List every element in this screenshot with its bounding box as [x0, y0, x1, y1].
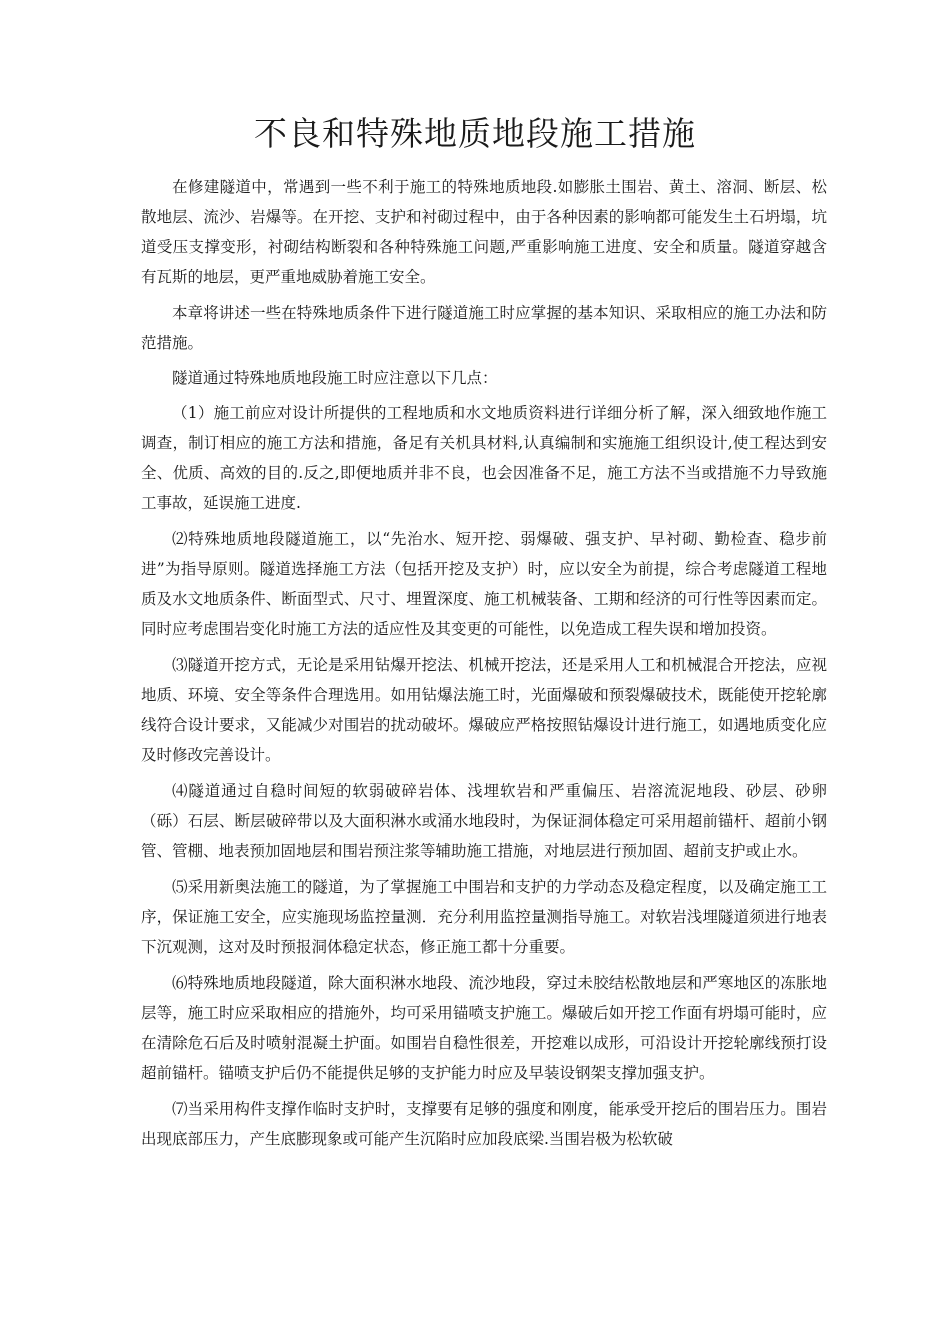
paragraph-point-3: ⑶隧道开挖方式，无论是采用钻爆开挖法、机械开挖法，还是采用人工和机械混合开挖法，应视地质、环境、安全等条件合理选用。如用钻爆法施工时，光面爆破和预裂爆破技术，既能使开挖轮廓线符合设计要求，又能减少对围岩的扰动破坏。爆破应严格按照钻爆设计进行施工，如遇地质变化应及时修改完善设计。 — [141, 656, 827, 764]
paragraph-point-4: ⑷隧道通过自稳时间短的软弱破碎岩体、浅埋软岩和严重偏压、岩溶流泥地段、砂层、砂卵（砾）石层、断层破碎带以及大面积淋水或涌水地段时，为保证洞体稳定可采用超前锚杆、超前小钢管、管棚、地表预加固地层和围岩预注浆等辅助施工措施，对地层进行预加固、超前支护或止水。 — [141, 782, 827, 860]
paragraph-points-lead: 隧道通过特殊地质地段施工时应注意以下几点： — [172, 369, 498, 387]
document-title: 不良和特殊地质地段施工措施 — [254, 114, 696, 153]
paragraph-chapter-scope: 本章将讲述一些在特殊地质条件下进行隧道施工时应掌握的基本知识、采取相应的施工办法和防范措施。 — [141, 304, 827, 352]
paragraph-point-2: ⑵特殊地质地段隧道施工，以“先治水、短开挖、弱爆破、强支护、早衬砌、勤检查、稳步前进”为指导原则。隧道选择施工方法（包括开挖及支护）时，应以安全为前提，综合考虑隧道工程地质及水文地质条件、断面型式、尺寸、埋置深度、施工机械装备、工期和经济的可行性等因素而定。同时应考虑围岩变化时施工方法的适应性及其变更的可能性，以免造成工程失误和增加投资。 — [141, 530, 827, 638]
paragraph-point-1: （1）施工前应对设计所提供的工程地质和水文地质资料进行详细分析了解，深入细致地作施工调查，制订相应的施工方法和措施，备足有关机具材料,认真编制和实施施工组织设计,使工程达到安全、优质、高效的目的.反之,即便地质并非不良，也会因准备不足，施工方法不当或措施不力导致施工事故，延误施工进度. — [141, 404, 827, 512]
document-body — [141, 172, 827, 1160]
paragraph-point-5: ⑸采用新奥法施工的隧道，为了掌握施工中围岩和支护的力学动态及稳定程度，以及确定施工工序，保证施工安全，应实施现场监控量测．充分利用监控量测指导施工。对软岩浅埋隧道须进行地表下沉观测，这对及时预报洞体稳定状态，修正施工都十分重要。 — [141, 878, 827, 956]
paragraph-point-7: ⑺当采用构件支撑作临时支护时，支撑要有足够的强度和刚度，能承受开挖后的围岩压力。围岩出现底部压力，产生底膨现象或可能产生沉陷时应加段底梁.当围岩极为松软破 — [141, 1100, 827, 1148]
paragraph-intro: 在修建隧道中，常遇到一些不利于施工的特殊地质地段.如膨胀土围岩、黄土、溶洞、断层、松散地层、流沙、岩爆等。在开挖、支护和衬砌过程中，由于各种因素的影响都可能发生土石坍塌，坑道受压支撑变形，衬砌结构断裂和各种特殊施工问题,严重影响施工进度、安全和质量。隧道穿越含有瓦斯的地层，更严重地威胁着施工安全。 — [141, 178, 827, 286]
paragraph-point-6: ⑹特殊地质地段隧道，除大面积淋水地段、流沙地段，穿过未胶结松散地层和严寒地区的冻胀地层等，施工时应采取相应的措施外，均可采用锚喷支护施工。爆破后如开挖工作面有坍塌可能时，应在清除危石后及时喷射混凝土护面。如围岩自稳性很差，开挖难以成形，可沿设计开挖轮廓线预打设超前锚杆。锚喷支护后仍不能提供足够的支护能力时应及早装设钢架支撑加强支护。 — [141, 974, 827, 1082]
